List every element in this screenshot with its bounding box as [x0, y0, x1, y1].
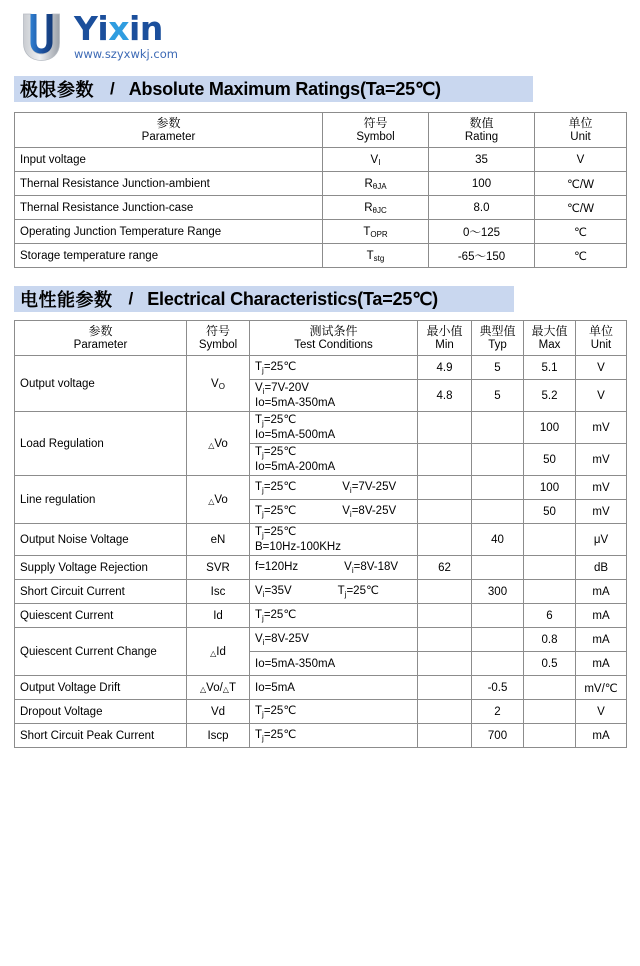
cell-rating: -65～150: [429, 244, 535, 268]
cell-parameter: Input voltage: [15, 148, 323, 172]
cell-typ: -0.5: [472, 676, 524, 700]
section-header-electrical-characteristics: [14, 286, 514, 312]
cell-max: 5.1: [524, 356, 576, 380]
section-header-absolute-maximum-ratings: [14, 76, 533, 102]
cell-test-conditions: $T_j=25℃$ $V_i=8V-25V$: [250, 500, 418, 524]
cell-rating: 35: [429, 148, 535, 172]
cell-unit: ℃/W: [535, 196, 627, 220]
cell-symbol: △Vo: [187, 476, 250, 524]
cell-max: 100: [524, 412, 576, 444]
column-header-parameter-cn: 参数: [156, 116, 181, 130]
table-row: [15, 172, 627, 196]
cell-typ: 2: [472, 700, 524, 724]
symbol-subscript: OPR: [370, 230, 388, 239]
cell-typ: 5: [472, 380, 524, 412]
table-row: [15, 604, 627, 628]
column-header-max-en: Max: [538, 339, 561, 351]
cell-symbol: Iscp: [187, 724, 250, 748]
cell-test-conditions: Io=5mA: [250, 676, 418, 700]
cell-parameter: Thernal Resistance Junction-case: [15, 196, 323, 220]
column-header-typ-cn: 典型值: [479, 324, 516, 338]
cell-min: [418, 628, 472, 652]
cell-min: [418, 652, 472, 676]
cell-unit: mA: [576, 628, 627, 652]
cell-symbol: [323, 244, 429, 268]
cell-parameter: Output Noise Voltage: [15, 524, 187, 556]
cell-min: [418, 580, 472, 604]
table-row: [15, 356, 627, 380]
cell-test-conditions: $T_j=25℃$ Io=5mA-200mA: [250, 444, 418, 476]
cell-unit: ℃/W: [535, 172, 627, 196]
column-header-unit-cn: 单位: [568, 116, 593, 130]
cell-unit: mV: [576, 476, 627, 500]
column-header-min-cn: 最小值: [426, 324, 463, 338]
cell-max: 100: [524, 476, 576, 500]
cell-max: 0.8: [524, 628, 576, 652]
section-title-en: Electrical Characteristics(Ta=25℃): [147, 288, 438, 309]
cell-max: [524, 724, 576, 748]
symbol-subscript: θJC: [372, 206, 387, 215]
column-header-symbol: [323, 113, 429, 148]
cell-rating: 8.0: [429, 196, 535, 220]
cell-test-conditions: $T_j=25℃$: [250, 604, 418, 628]
cell-typ: 40: [472, 524, 524, 556]
column-header-max: [524, 321, 576, 356]
cell-test-conditions: $V_i=35V$ $T_j=25℃$: [250, 580, 418, 604]
column-header-min: [418, 321, 472, 356]
cell-max: [524, 676, 576, 700]
cell-typ: [472, 444, 524, 476]
cell-symbol: SVR: [187, 556, 250, 580]
column-header-parameter-cn: 参数: [88, 324, 113, 338]
electrical-characteristics-table: [14, 320, 627, 748]
cell-unit: mV: [576, 444, 627, 476]
table-row: [15, 196, 627, 220]
cell-typ: 700: [472, 724, 524, 748]
brand-name: [74, 9, 178, 48]
column-header-unit-en: Unit: [570, 131, 591, 143]
column-header-typ: [472, 321, 524, 356]
column-header-parameter: [15, 321, 187, 356]
cell-min: [418, 500, 472, 524]
cell-symbol: $V_O$: [187, 356, 250, 412]
table-row: [15, 676, 627, 700]
cell-test-conditions: $T_j=25℃$: [250, 700, 418, 724]
column-header-test-conditions-en: Test Conditions: [294, 339, 373, 351]
table-row: [15, 700, 627, 724]
symbol-subscript: I: [378, 158, 381, 167]
cell-rating: 100: [429, 172, 535, 196]
cell-typ: [472, 652, 524, 676]
column-header-symbol-cn: 符号: [205, 324, 230, 338]
column-header-symbol: [187, 321, 250, 356]
column-header-rating-cn: 数值: [469, 116, 494, 130]
cell-typ: [472, 476, 524, 500]
cell-unit: mV: [576, 412, 627, 444]
cell-symbol: [323, 220, 429, 244]
cell-symbol: Vd: [187, 700, 250, 724]
cell-parameter: Dropout Voltage: [15, 700, 187, 724]
cell-unit: dB: [576, 556, 627, 580]
cell-rating: 0～125: [429, 220, 535, 244]
cell-test-conditions: $T_j=25℃$: [250, 356, 418, 380]
brand-text: [74, 9, 178, 61]
section-title-separator: /: [128, 289, 134, 308]
cell-unit: mV/℃: [576, 676, 627, 700]
cell-unit: μV: [576, 524, 627, 556]
column-header-symbol-en: Symbol: [198, 339, 238, 351]
table-row: [15, 220, 627, 244]
cell-max: [524, 524, 576, 556]
cell-min: [418, 700, 472, 724]
cell-parameter: Short Circuit Current: [15, 580, 187, 604]
cell-max: 50: [524, 444, 576, 476]
column-header-unit-en: Unit: [590, 339, 612, 351]
section-title-cn: 电性能参数: [20, 290, 113, 311]
table-row: [15, 724, 627, 748]
cell-min: [418, 412, 472, 444]
cell-parameter: Output voltage: [15, 356, 187, 412]
table-row: [15, 628, 627, 652]
column-header-symbol-cn: 符号: [363, 116, 388, 130]
cell-test-conditions: f=120Hz $V_i=8V-18V$: [250, 556, 418, 580]
symbol-main: R: [364, 177, 373, 190]
cell-symbol: eN: [187, 524, 250, 556]
brand-header: [22, 9, 178, 68]
column-header-unit-cn: 单位: [588, 324, 613, 338]
column-header-unit: [576, 321, 627, 356]
table-row: [15, 244, 627, 268]
cell-parameter: Quiescent Current Change: [15, 628, 187, 676]
cell-max: [524, 700, 576, 724]
cell-max: 50: [524, 500, 576, 524]
cell-typ: 300: [472, 580, 524, 604]
cell-symbol: [323, 148, 429, 172]
cell-min: [418, 724, 472, 748]
cell-max: [524, 556, 576, 580]
symbol-subscript: stg: [373, 254, 385, 263]
table-row: [15, 524, 627, 556]
cell-symbol: [323, 172, 429, 196]
cell-test-conditions: $V_i=7V-20V$ Io=5mA-350mA: [250, 380, 418, 412]
cell-parameter: Short Circuit Peak Current: [15, 724, 187, 748]
cell-symbol: △Id: [187, 628, 250, 676]
column-header-test-conditions: [250, 321, 418, 356]
cell-parameter: Line regulation: [15, 476, 187, 524]
table-header-row: [15, 113, 627, 148]
cell-max: [524, 580, 576, 604]
cell-unit: ℃: [535, 244, 627, 268]
table-row: [15, 412, 627, 444]
section-title-en: Absolute Maximum Ratings(Ta=25℃): [128, 78, 441, 99]
absolute-maximum-ratings-table: [14, 112, 627, 268]
cell-symbol: △Vo/△T: [187, 676, 250, 700]
cell-test-conditions: $V_i=8V-25V$: [250, 628, 418, 652]
column-header-rating-en: Rating: [464, 131, 499, 143]
cell-symbol: Id: [187, 604, 250, 628]
cell-unit: mA: [576, 604, 627, 628]
symbol-main: R: [364, 201, 373, 214]
symbol-main: T: [366, 249, 374, 262]
cell-unit: V: [576, 356, 627, 380]
brand-name-part2: x: [108, 9, 130, 48]
cell-unit: mA: [576, 580, 627, 604]
column-header-rating: [429, 113, 535, 148]
cell-typ: [472, 412, 524, 444]
cell-max: 6: [524, 604, 576, 628]
cell-test-conditions: $T_j=25℃$ B=10Hz-100KHz: [250, 524, 418, 556]
cell-max: 5.2: [524, 380, 576, 412]
cell-parameter: Thernal Resistance Junction-ambient: [15, 172, 323, 196]
cell-min: [418, 676, 472, 700]
cell-max: 0.5: [524, 652, 576, 676]
cell-symbol: Isc: [187, 580, 250, 604]
column-header-test-conditions-cn: 测试条件: [309, 324, 358, 338]
cell-min: [418, 476, 472, 500]
section-title-separator: /: [110, 79, 115, 98]
brand-url: www.szyxwkj.com: [74, 47, 178, 61]
table-row: [15, 148, 627, 172]
cell-unit: V: [535, 148, 627, 172]
cell-test-conditions: $T_j=25℃$ Io=5mA-500mA: [250, 412, 418, 444]
cell-min: [418, 604, 472, 628]
cell-test-conditions: $T_j=25℃$ $V_i=7V-25V$: [250, 476, 418, 500]
column-header-parameter-en: Parameter: [141, 131, 196, 143]
cell-test-conditions: $T_j=25℃$: [250, 724, 418, 748]
cell-typ: [472, 604, 524, 628]
table-header-row: [15, 321, 627, 356]
brand-name-part1: Yi: [74, 9, 109, 48]
cell-unit: mA: [576, 652, 627, 676]
cell-unit: mA: [576, 724, 627, 748]
cell-unit: ℃: [535, 220, 627, 244]
cell-min: 62: [418, 556, 472, 580]
cell-unit: mV: [576, 500, 627, 524]
column-header-parameter-en: Parameter: [73, 339, 128, 351]
section-title-cn: 极限参数: [20, 80, 94, 101]
cell-typ: 5: [472, 356, 524, 380]
cell-min: [418, 524, 472, 556]
cell-parameter: Operating Junction Temperature Range: [15, 220, 323, 244]
table-row: [15, 580, 627, 604]
cell-min: 4.8: [418, 380, 472, 412]
brand-name-part3: in: [129, 9, 163, 48]
symbol-subscript: θJA: [372, 182, 387, 191]
cell-typ: [472, 628, 524, 652]
cell-parameter: Supply Voltage Rejection: [15, 556, 187, 580]
table-row: [15, 556, 627, 580]
column-header-min-en: Min: [435, 339, 454, 351]
column-header-symbol-en: Symbol: [356, 131, 395, 143]
cell-parameter: Load Regulation: [15, 412, 187, 476]
cell-parameter: Storage temperature range: [15, 244, 323, 268]
cell-symbol: △Vo: [187, 412, 250, 476]
cell-min: 4.9: [418, 356, 472, 380]
cell-test-conditions: Io=5mA-350mA: [250, 652, 418, 676]
cell-unit: V: [576, 700, 627, 724]
cell-parameter: Quiescent Current: [15, 604, 187, 628]
symbol-main: V: [370, 153, 379, 166]
column-header-max-cn: 最大值: [531, 324, 568, 338]
cell-symbol: [323, 196, 429, 220]
cell-typ: [472, 556, 524, 580]
u-shield-logo-icon: [22, 12, 62, 62]
symbol-main: T: [363, 225, 371, 238]
column-header-parameter: [15, 113, 323, 148]
column-header-typ-en: Typ: [488, 339, 507, 351]
column-header-unit: [535, 113, 627, 148]
cell-unit: V: [576, 380, 627, 412]
cell-typ: [472, 500, 524, 524]
cell-parameter: Output Voltage Drift: [15, 676, 187, 700]
cell-min: [418, 444, 472, 476]
table-row: [15, 476, 627, 500]
